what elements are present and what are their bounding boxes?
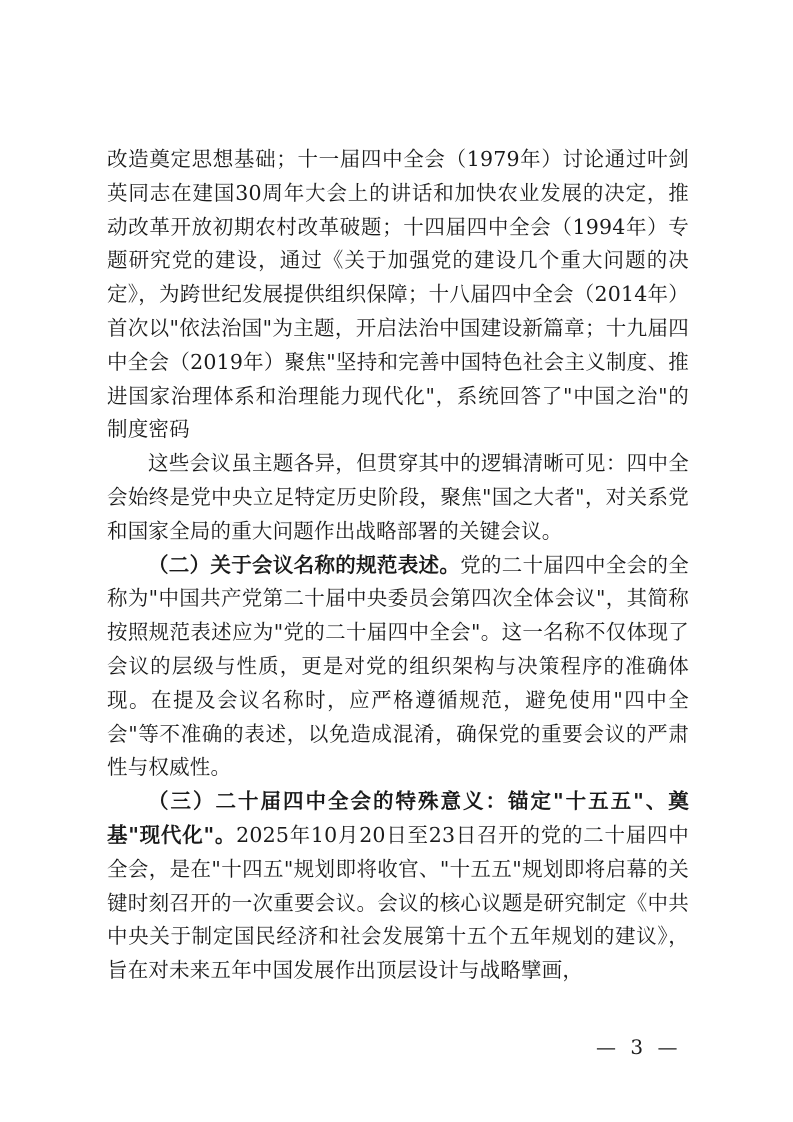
section-heading: （二）关于会议名称的规范表述。 [148,552,461,577]
section-heading: （三）二十届四中全会的特殊意义：锚定"十五五"、奠基"现代化"。 [107,789,689,847]
paragraph-special-significance [107,785,689,988]
paragraph-text: 2025年10月20日至23日召开的党的二十届四中全会，是在"十四五"规划即将收官、"十五五"规划即将启幕的关键时刻召开的一次重要会议。会议的核心议题是研究制定《中共中央关于制定国民经济和社会发展第十五个五年规划的建议》，旨在对未来五年中国发展作出顶层设计与战略擘画， [107,822,689,983]
paragraph-meeting-name [107,549,689,786]
paragraph-text: 这些会议虽主题各异，但贯穿其中的逻辑清晰可见：四中全会始终是党中央立足特定历史阶段，聚焦"国之大者"，对关系党和国家全局的重大问题作出战略部署的关键会议。 [107,451,689,543]
document-body [107,143,689,988]
paragraph-text: 改造奠定思想基础；十一届四中全会（1979年）讨论通过叶剑英同志在建国30周年大会上的讲话和加快农业发展的决定，推动改革开放初期农村改革破题；十四届四中全会（1994年）专题研究党的建设，通过《关于加强党的建设几个重大问题的决定》，为跨世纪发展提供组织保障；十八届四中全会（2014年）首次以"依法治国"为主题，开启法治中国建设新篇章；十九届四中全会（2019年）聚焦"坚持和完善中国特色社会主义制度、推进国家治理体系和治理能力现代化"，系统回答了"中国之治"的制度密码 [107,147,689,442]
page-number: — 3 — [596,1035,682,1059]
paragraph-text: 党的二十届四中全会的全称为"中国共产党第二十届中央委员会第四次全体会议"，其简称按照规范表述应为"党的二十届四中全会"。这一名称不仅体现了会议的层级与性质，更是对党的组织架构与决策程序的准确体现。在提及会议名称时，应严格遵循规范，避免使用"四中全会"等不准确的表述，以免造成混淆，确保党的重要会议的严肃性与权威性。 [107,552,690,780]
paragraph-history-meetings [107,143,689,447]
paragraph-logic-summary [107,447,689,548]
